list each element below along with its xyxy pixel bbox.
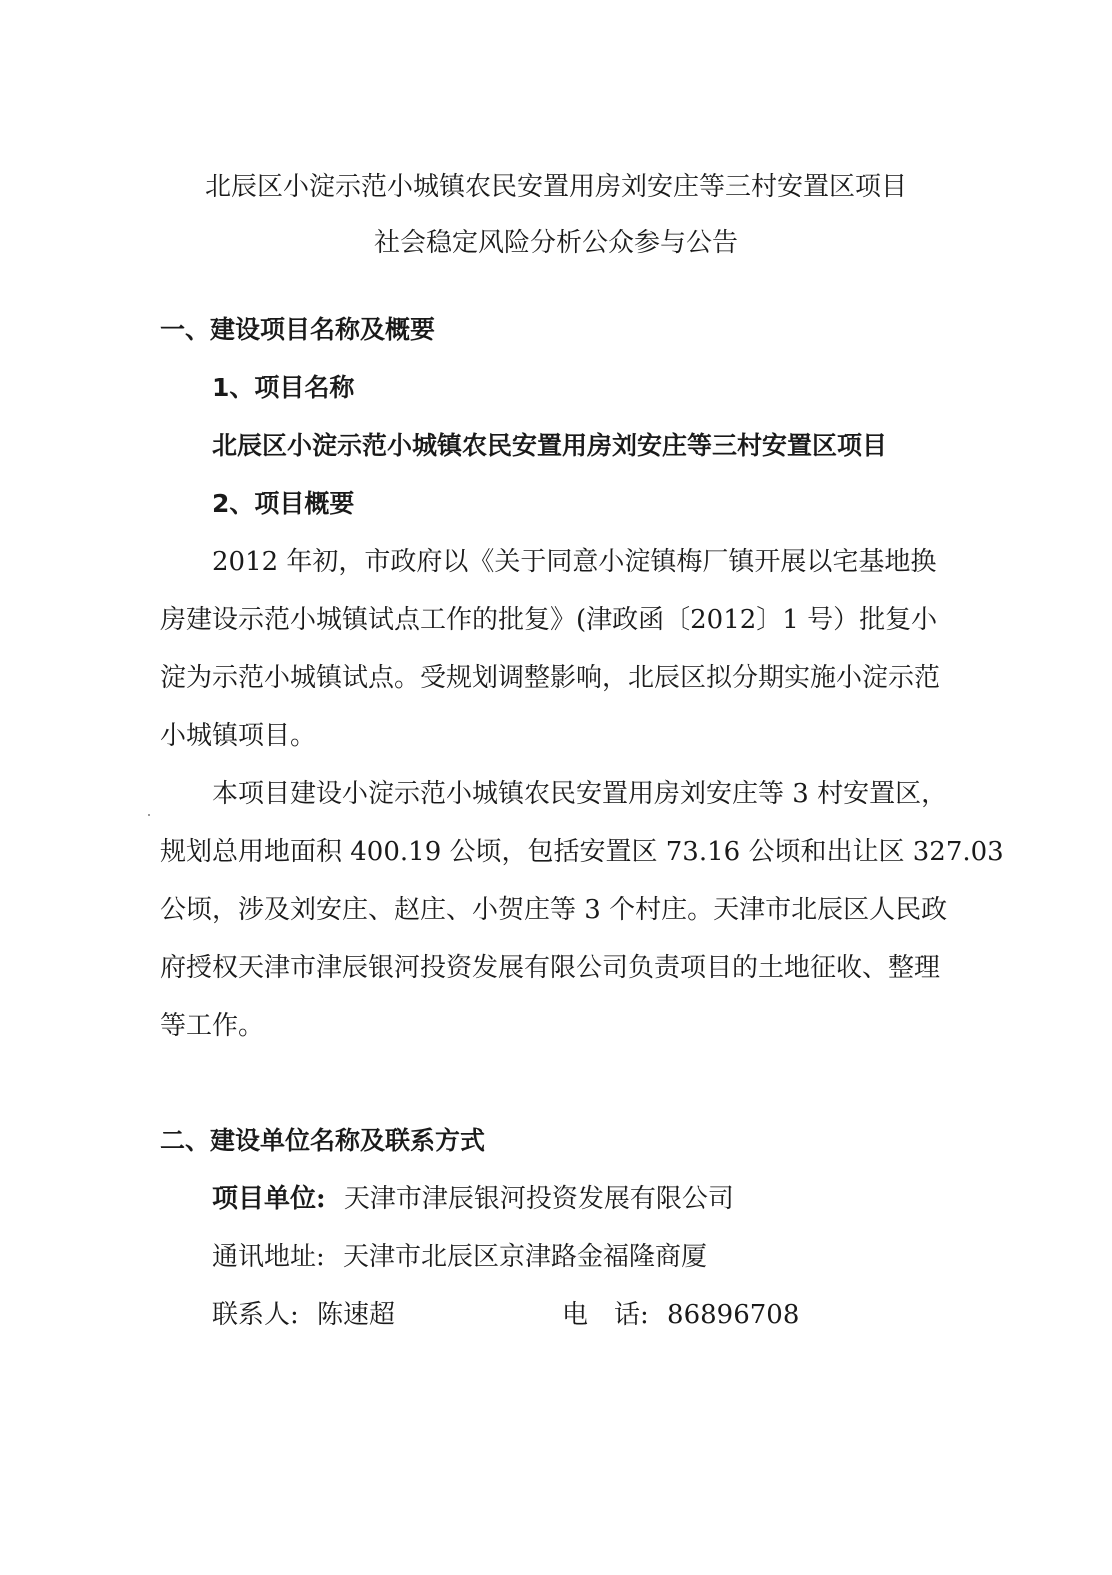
- project-name: 北辰区小淀示范小城镇农民安置用房刘安庄等三村安置区项目: [212, 431, 888, 460]
- contact-person-value: 陈速超: [317, 1300, 396, 1330]
- para1-line-1: 2012 年初，市政府以《关于同意小淀镇梅厂镇开展以宅基地换: [212, 547, 937, 577]
- para2-line-1: 本项目建设小淀示范小城镇农民安置用房刘安庄等 3 村安置区，: [212, 779, 948, 809]
- para2-line-2: 规划总用地面积 400.19 公顷，包括安置区 73.16 公顷和出让区 327.03: [160, 837, 1004, 867]
- document-title-line-2: 社会稳定风险分析公众参与公告: [373, 228, 738, 258]
- phone-label: 电 话:: [562, 1300, 649, 1330]
- scan-speck: [148, 814, 150, 816]
- subsection-1-heading: 1、项目名称: [212, 373, 355, 402]
- address-row: [212, 1240, 707, 1274]
- address-label: 通讯地址:: [212, 1242, 325, 1272]
- section-2-heading: 二、建设单位名称及联系方式: [160, 1126, 486, 1155]
- contact-person-row: [212, 1298, 395, 1332]
- project-unit-value: 天津市津辰银河投资发展有限公司: [343, 1184, 734, 1214]
- address-value: 天津市北辰区京津路金福隆商厦: [343, 1242, 708, 1272]
- subsection-2-heading: 2、项目概要: [212, 489, 355, 518]
- project-unit-label: 项目单位:: [212, 1184, 326, 1214]
- phone-row: [562, 1298, 799, 1332]
- para2-line-3: 公顷，涉及刘安庄、赵庄、小贺庄等 3 个村庄。天津市北辰区人民政: [160, 895, 948, 925]
- contact-person-label: 联系人:: [212, 1300, 299, 1330]
- project-unit-row: [212, 1182, 734, 1216]
- para2-line-4: 府授权天津市津辰银河投资发展有限公司负责项目的土地征收、整理: [160, 953, 941, 983]
- para2-line-5: 等工作。: [160, 1011, 265, 1041]
- para1-line-4: 小城镇项目。: [160, 721, 317, 751]
- para1-line-2: 房建设示范小城镇试点工作的批复》(津政函〔2012〕1 号）批复小: [160, 605, 938, 635]
- para1-line-3: 淀为示范小城镇试点。受规划调整影响，北辰区拟分期实施小淀示范: [160, 663, 941, 693]
- section-1-heading: 一、建设项目名称及概要: [160, 315, 436, 344]
- phone-value: 86896708: [667, 1300, 800, 1330]
- document-title-line-1: 北辰区小淀示范小城镇农民安置用房刘安庄等三村安置区项目: [204, 172, 907, 202]
